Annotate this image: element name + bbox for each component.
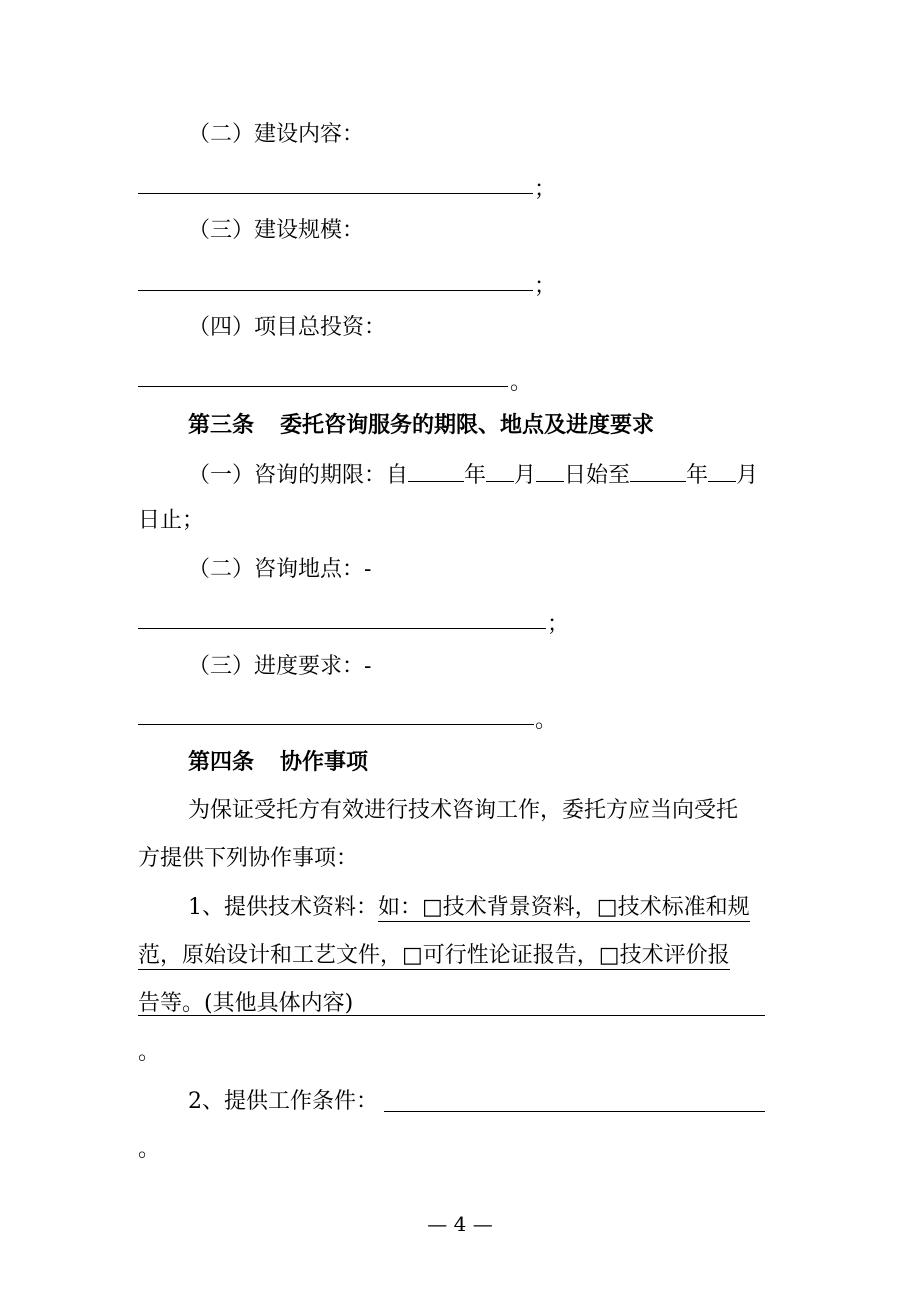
- article-3-number: 第三条: [188, 412, 255, 438]
- item-construction-scale-label: （三）建设规模：: [188, 218, 365, 243]
- start-year-blank: [408, 459, 464, 482]
- article-3-heading: [188, 411, 654, 439]
- article-3-title: 委托咨询服务的期限、地点及进度要求: [280, 412, 655, 438]
- technical-materials-options-cont: 范，原始设计和工艺文件，□可行性论证报告，□技术评价报: [138, 943, 730, 968]
- year-text: 年: [464, 463, 487, 488]
- consulting-location-label: （二）咨询地点：-: [188, 557, 372, 582]
- semicolon: ；: [547, 612, 570, 637]
- start-month-blank: [486, 459, 514, 482]
- consulting-period-line: [188, 459, 758, 490]
- consulting-period-end: 日止；: [138, 508, 205, 533]
- semicolon: ；: [534, 274, 557, 299]
- month-text: 月: [736, 463, 759, 488]
- end-month-blank: [708, 459, 736, 482]
- period: 。: [535, 708, 558, 733]
- total-investment-blank: [138, 386, 508, 387]
- day-start-text: 日始至: [564, 463, 631, 488]
- period: 。: [510, 370, 533, 395]
- month-text: 月: [514, 463, 537, 488]
- provide-technical-materials-line3: [138, 990, 353, 1018]
- semicolon: ；: [534, 177, 557, 202]
- period: 。: [138, 1040, 161, 1065]
- provide-technical-materials-line2: [138, 942, 730, 970]
- page-number: — 4 —: [427, 1212, 493, 1236]
- provide-working-conditions-label: 2、提供工作条件：: [188, 1089, 378, 1114]
- year-text: 年: [686, 463, 709, 488]
- item-construction-content-label: （二）建设内容：: [188, 122, 365, 147]
- consulting-location-blank: [138, 628, 546, 629]
- article-4-title: 协作事项: [280, 749, 369, 775]
- construction-content-blank: [138, 193, 533, 194]
- construction-scale-blank: [138, 290, 533, 291]
- article-4-paragraph-line1: 为保证受托方有效进行技术咨询工作，委托方应当向受托: [188, 798, 739, 823]
- progress-requirement-label: （三）进度要求：-: [188, 654, 372, 679]
- provide-technical-materials-label: 1、提供技术资料：: [188, 895, 378, 920]
- provide-technical-materials-line1: [188, 894, 750, 922]
- article-4-number: 第四条: [188, 749, 255, 775]
- item-total-investment-label: （四）项目总投资：: [188, 315, 387, 340]
- progress-requirement-blank: [138, 724, 534, 725]
- article-4-paragraph-line2: 方提供下列协作事项：: [138, 846, 359, 871]
- start-day-blank: [536, 459, 564, 482]
- technical-materials-options: 如：□技术背景资料，□技术标准和规: [378, 895, 750, 920]
- working-conditions-blank: [384, 1111, 765, 1112]
- article-4-heading: [188, 748, 368, 776]
- consulting-period-label: （一）咨询的期限：自: [188, 463, 409, 488]
- technical-materials-other-blank: [138, 1015, 765, 1016]
- period: 。: [138, 1137, 161, 1162]
- technical-materials-other: 告等。(其他具体内容): [138, 991, 354, 1016]
- end-year-blank: [630, 459, 686, 482]
